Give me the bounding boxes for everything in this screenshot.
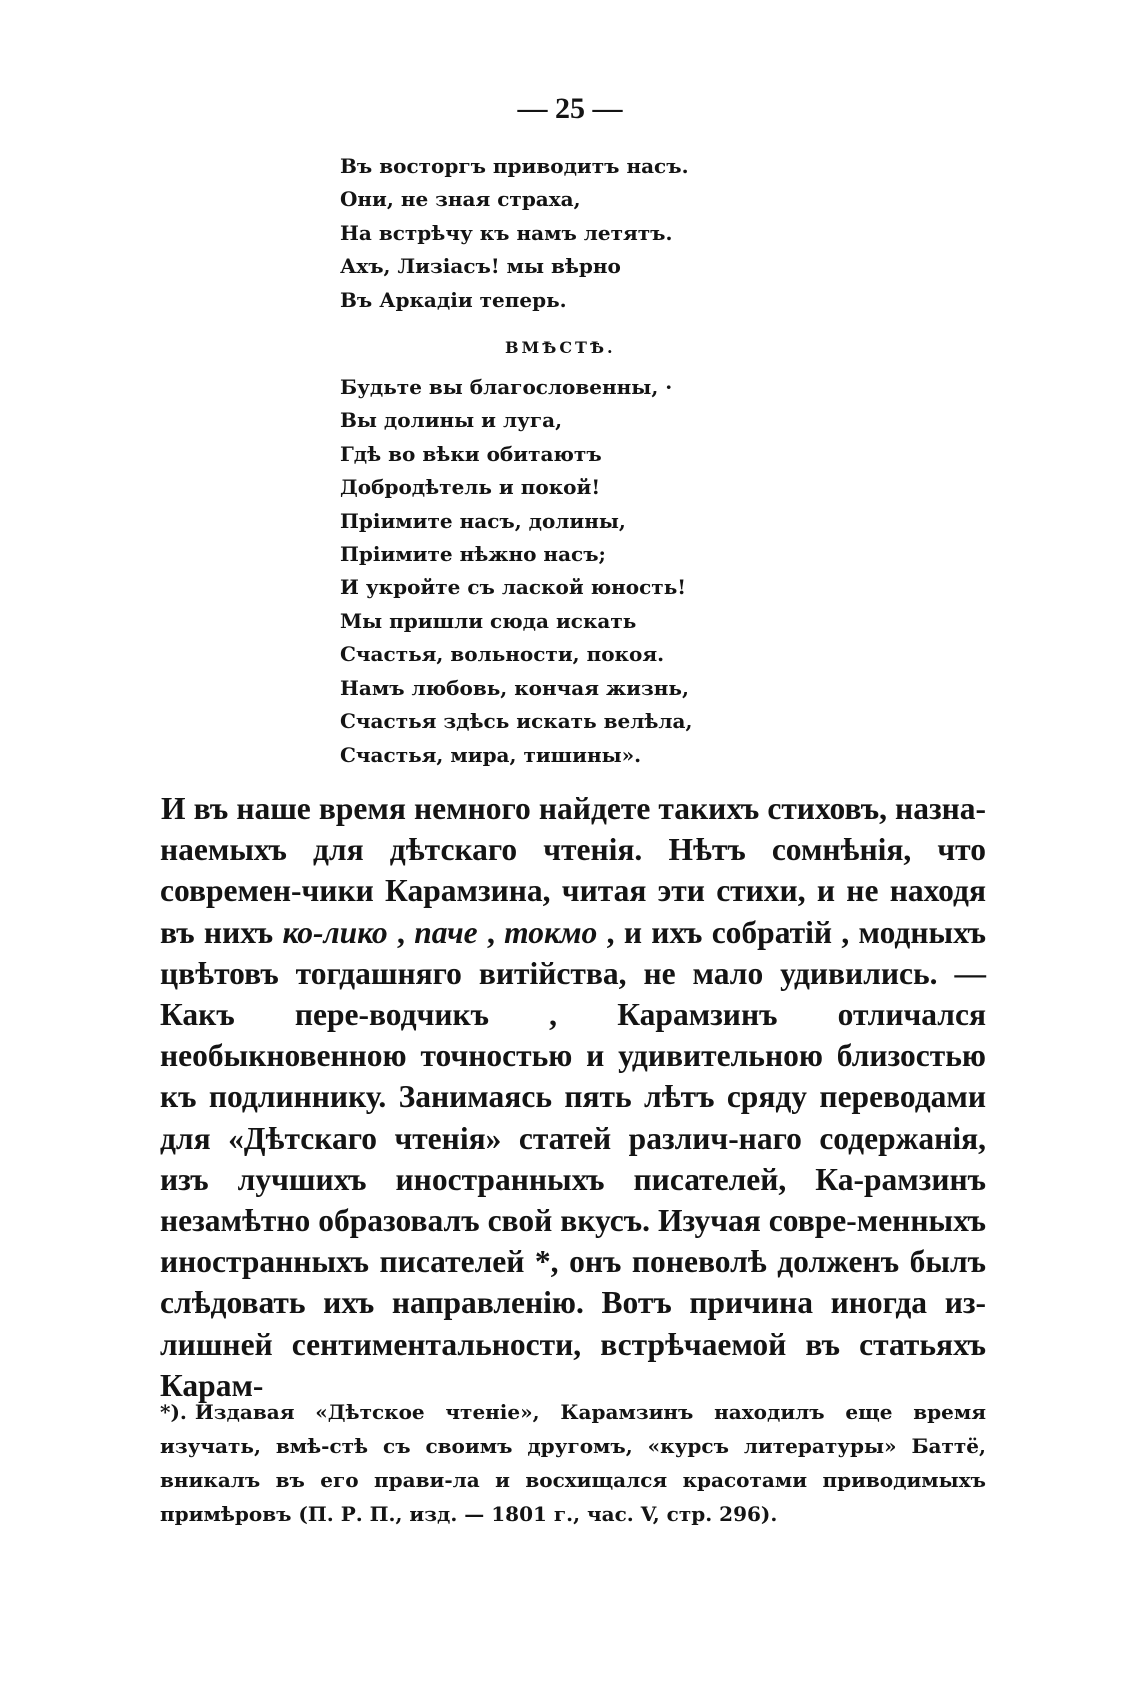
verse-line: Пріимите насъ, долины, bbox=[340, 508, 626, 533]
italic-word: паче bbox=[414, 914, 478, 950]
page-number: — 25 — bbox=[517, 92, 623, 125]
verse-line: На встрѣчу къ намъ летятъ. bbox=[340, 220, 673, 245]
verse-line: Добродѣтель и покой! bbox=[340, 475, 601, 500]
paragraph-text: , bbox=[477, 914, 505, 950]
footnote bbox=[160, 1395, 986, 1531]
footnote-mark: *). bbox=[160, 1400, 187, 1424]
verse-line: Ахъ, Лизіасъ! мы вѣрно bbox=[340, 254, 621, 279]
verse-line: Въ Аркадіи теперь. bbox=[340, 287, 567, 312]
italic-word: токмо bbox=[504, 914, 598, 950]
paragraph-text: , bbox=[387, 914, 415, 950]
italic-word: ко-лико bbox=[282, 914, 388, 950]
verse-line: Будьте вы благословенны, · bbox=[340, 375, 673, 400]
verse-line: Мы пришли сюда искать bbox=[340, 608, 637, 633]
verse-line: Счастья, вольности, покоя. bbox=[340, 642, 665, 667]
verse-line: Они, не зная страха, bbox=[340, 187, 581, 212]
paragraph-text: И въ наше время немного найдете такихъ стиховъ, назна-наемыхъ для дѣтскаго чтенія. Нѣтъ сомнѣнія, что современ-чики Карамзина, читая эти стихи, и не находя въ нихъ bbox=[160, 791, 986, 950]
poem-block bbox=[340, 150, 900, 772]
body-paragraph bbox=[160, 788, 986, 1406]
verse-line: Пріимите нѣжно насъ; bbox=[340, 542, 606, 567]
verse-line: Въ восторгъ приводитъ насъ. bbox=[340, 154, 689, 178]
verse-line: Счастья, мира, тишины». bbox=[340, 742, 642, 767]
paragraph-text: , и ихъ собратій , модныхъ цвѣтовъ тогдашняго витійства, не мало удивились. — Какъ пере-водчикъ , Карамзинъ отличался необыкновенною точностью и удивительною близостью къ подлиннику. Занимаясь пять лѣтъ сряду переводами для «Дѣтскаго чтенія» статей различ-наго содержанія, изъ лучшихъ иностранныхъ писателей, Ка-рамзинъ незамѣтно образовалъ свой вкусъ. Изучая совре-менныхъ иностранныхъ писателей *, онъ поневолѣ долженъ былъ слѣдовать ихъ направленію. Вотъ причина иногда из-лишней сентиментальности, встрѣчаемой въ статьяхъ Карам- bbox=[160, 914, 987, 1403]
verse-line: Вы долины и луга, bbox=[340, 408, 563, 433]
verse-line: Счастья здѣсь искать велѣла, bbox=[340, 709, 693, 734]
verse-line: И укройте съ лаской юность! bbox=[340, 575, 687, 600]
verse-line: Гдѣ во вѣки обитаютъ bbox=[340, 441, 602, 466]
footnote-text: Издавая «Дѣтское чтеніе», Карамзинъ находилъ еще время изучать, вмѣ-стѣ съ своимъ другомъ, «курсъ литературы» Баттё, вникалъ въ его прави-ла и восхищался красотами приводимыхъ примѣровъ (П. Р. П., изд. — 1801 г., час. V, стр. 296). bbox=[160, 1400, 986, 1526]
verse-line: Намъ любовь, кончая жизнь, bbox=[340, 675, 689, 700]
verse-heading: ВМѢСТѢ. bbox=[505, 338, 616, 358]
